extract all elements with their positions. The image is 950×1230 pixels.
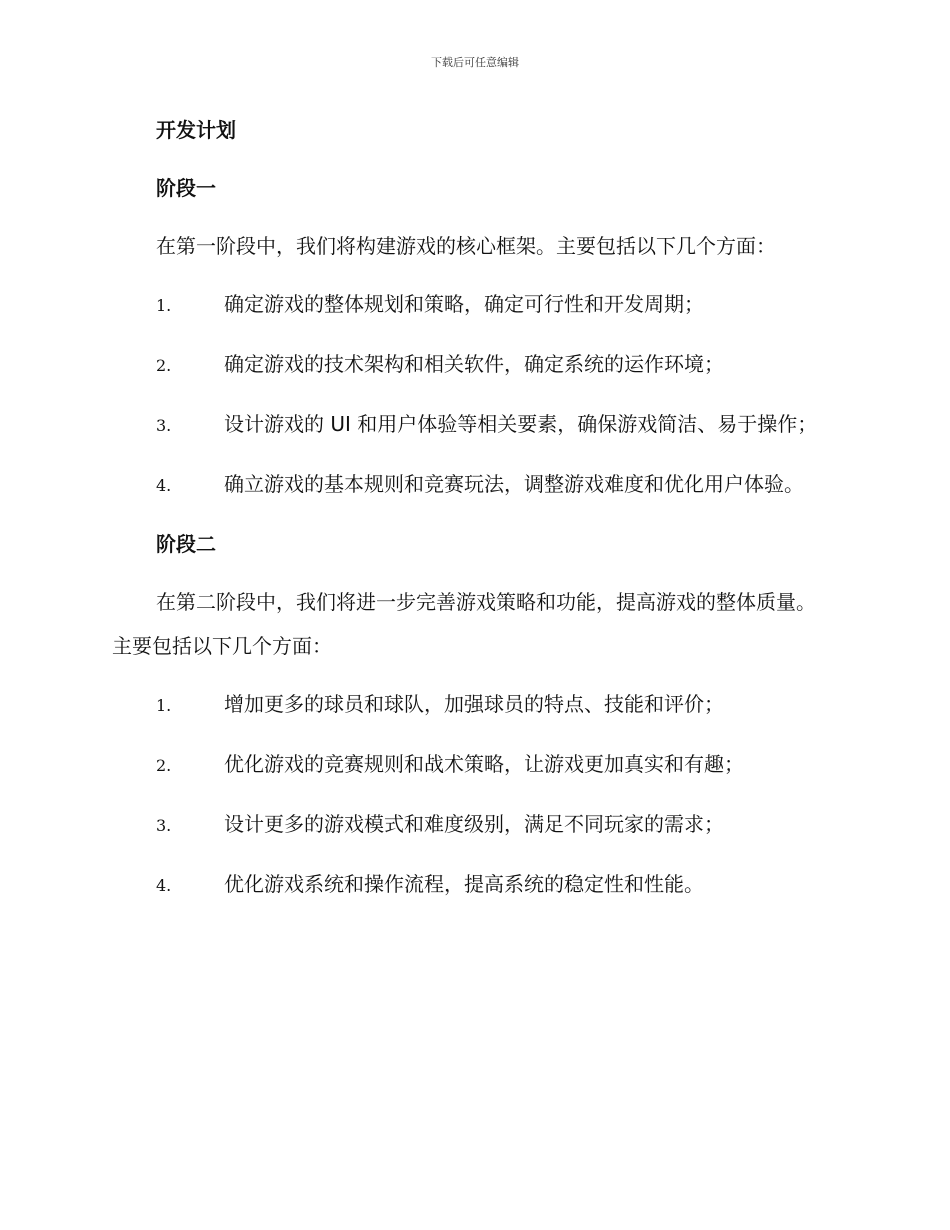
list-item: [112, 862, 834, 908]
list-number: 1.: [156, 696, 172, 715]
page-header: 下载后可任意编辑: [431, 56, 519, 69]
list-number: 2.: [156, 756, 172, 775]
list-item: [112, 802, 834, 848]
list-text: 优化游戏的竞赛规则和战术策略，让游戏更加真实和有趣；: [224, 752, 744, 776]
phase2-heading: 阶段二: [156, 532, 216, 556]
list-text: 设计游戏的 UI 和用户体验等相关要素，确保游戏简洁、易于操作；: [224, 412, 818, 436]
phase1-heading: 阶段一: [156, 176, 216, 200]
list-number: 3.: [156, 816, 172, 835]
list-number: 1.: [156, 296, 172, 315]
list-item: [112, 402, 834, 448]
phase2-intro: 在第二阶段中，我们将进一步完善游戏策略和功能，提高游戏的整体质量。主要包括以下几个方面：: [112, 590, 816, 658]
list-text: 确立游戏的基本规则和竞赛玩法，调整游戏难度和优化用户体验。: [224, 472, 804, 496]
phase1-intro: 在第一阶段中，我们将构建游戏的核心框架。主要包括以下几个方面：: [156, 234, 776, 258]
list-number: 4.: [156, 476, 172, 495]
list-text: 设计更多的游戏模式和难度级别，满足不同玩家的需求；: [224, 812, 724, 836]
list-number: 2.: [156, 356, 172, 375]
list-item: [112, 282, 834, 328]
list-text: 增加更多的球员和球队，加强球员的特点、技能和评价；: [224, 692, 724, 716]
list-item: [112, 342, 834, 388]
list-text: 确定游戏的整体规划和策略，确定可行性和开发周期；: [224, 292, 704, 316]
list-text: 确定游戏的技术架构和相关软件，确定系统的运作环境；: [224, 352, 724, 376]
document-title: 开发计划: [156, 118, 236, 142]
list-number: 3.: [156, 416, 172, 435]
list-number: 4.: [156, 876, 172, 895]
document-body: [112, 108, 834, 922]
list-text: 优化游戏系统和操作流程，提高系统的稳定性和性能。: [224, 872, 704, 896]
list-item: [112, 462, 834, 508]
list-item: [112, 682, 834, 728]
list-item: [112, 742, 834, 788]
